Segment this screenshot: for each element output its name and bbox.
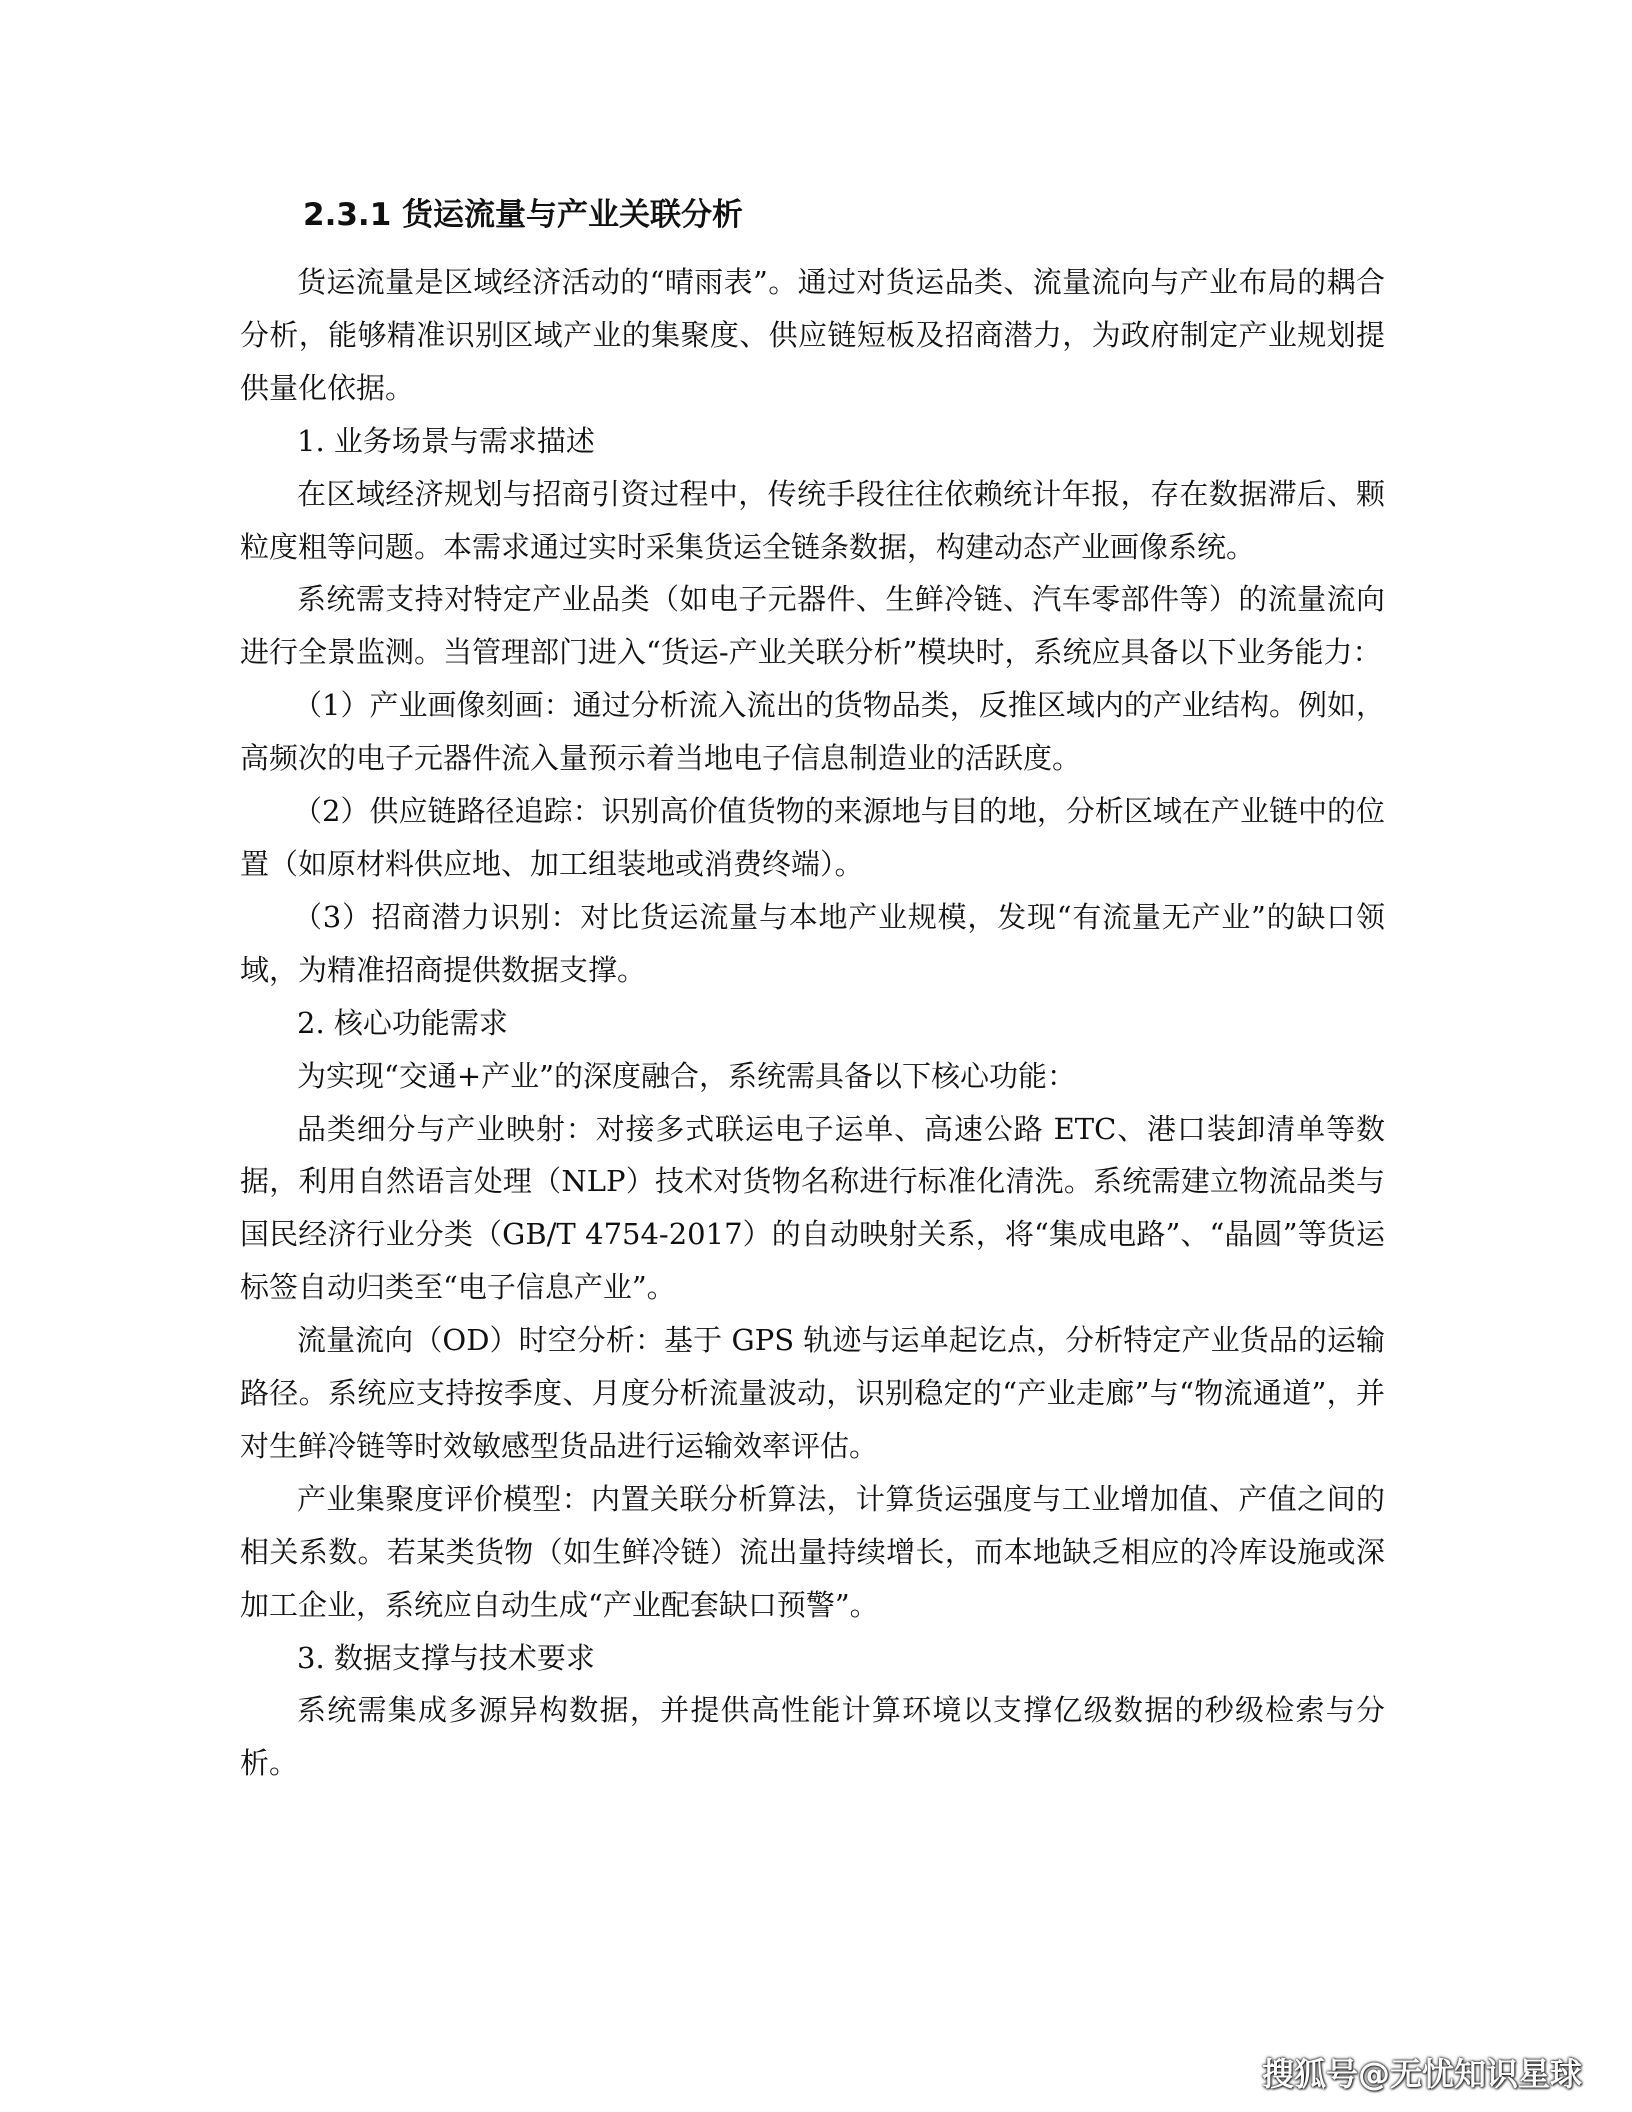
core-functions-intro: 为实现“交通+产业”的深度融合，系统需具备以下核心功能： [297, 1058, 1076, 1093]
capability-item-1: （1）产业画像刻画：通过分析流入流出的货物品类，反推区域内的产业结构。例如，高频次的电子元器件流入量预示着当地电子信息制造业的活跃度。 [240, 688, 1385, 776]
capability-item-3: （3）招商潜力识别：对比货运流量与本地产业规模，发现“有流量无产业”的缺口领域，为精准招商提供数据支撑。 [240, 899, 1385, 987]
section-heading: 2.3.1 货运流量与产业关联分析 [303, 197, 744, 233]
capability-item-2: （2）供应链路径追踪：识别高价值货物的来源地与目的地，分析区域在产业链中的位置（如原材料供应地、加工组装地或消费终端）。 [240, 794, 1385, 881]
function-od-analysis: 流量流向（OD）时空分析：基于 GPS 轨迹与运单起讫点，分析特定产业货品的运输路径。系统应支持按季度、月度分析流量波动，识别稳定的“产业走廊”与“物流通道”，并对生鲜冷链等时效敏感型货品进行运输效率评估。 [240, 1323, 1385, 1463]
capability-paragraph: 系统需支持对特定产业品类（如电子元器件、生鲜冷链、汽车零部件等）的流量流向进行全景监测。当管理部门进入“货运-产业关联分析”模块时，系统应具备以下业务能力： [240, 582, 1385, 670]
watermark: 搜狐号@无忧知识星球 [1262, 2055, 1583, 2093]
intro-paragraph: 货运流量是区域经济活动的“晴雨表”。通过对货运品类、流量流向与产业布局的耦合分析，能够精准识别区域产业的集聚度、供应链短板及招商潜力，为政府制定产业规划提供量化依据。 [240, 265, 1385, 405]
function-cluster-model: 产业集聚度评价模型：内置关联分析算法，计算货运强度与工业增加值、产值之间的相关系数。若某类货物（如生鲜冷链）流出量持续增长，而本地缺乏相应的冷库设施或深加工企业，系统应自动生成“产业配套缺口预警”。 [240, 1481, 1385, 1622]
document-body [240, 256, 1385, 1790]
scenario-paragraph: 在区域经济规划与招商引资过程中，传统手段往往依赖统计年报，存在数据滞后、颗粒度粗等问题。本需求通过实时采集货运全链条数据，构建动态产业画像系统。 [240, 476, 1385, 564]
function-category-mapping: 品类细分与产业映射：对接多式联运电子运单、高速公路 ETC、港口装卸清单等数据，利用自然语言处理（NLP）技术对货物名称进行标准化清洗。系统需建立物流品类与国民经济行业分类（GB/T 4754-2017）的自动映射关系，将“集成电路”、“晶圆”等货运标签自动归类至“电子信息产业”。 [240, 1111, 1385, 1305]
data-support-paragraph: 系统需集成多源异构数据，并提供高性能计算环境以支撑亿级数据的秒级检索与分析。 [240, 1693, 1385, 1781]
subheading-core-functions: 2. 核心功能需求 [297, 1005, 508, 1040]
subheading-business-scenario: 1. 业务场景与需求描述 [297, 423, 595, 458]
subheading-data-support: 3. 数据支撑与技术要求 [297, 1640, 595, 1675]
